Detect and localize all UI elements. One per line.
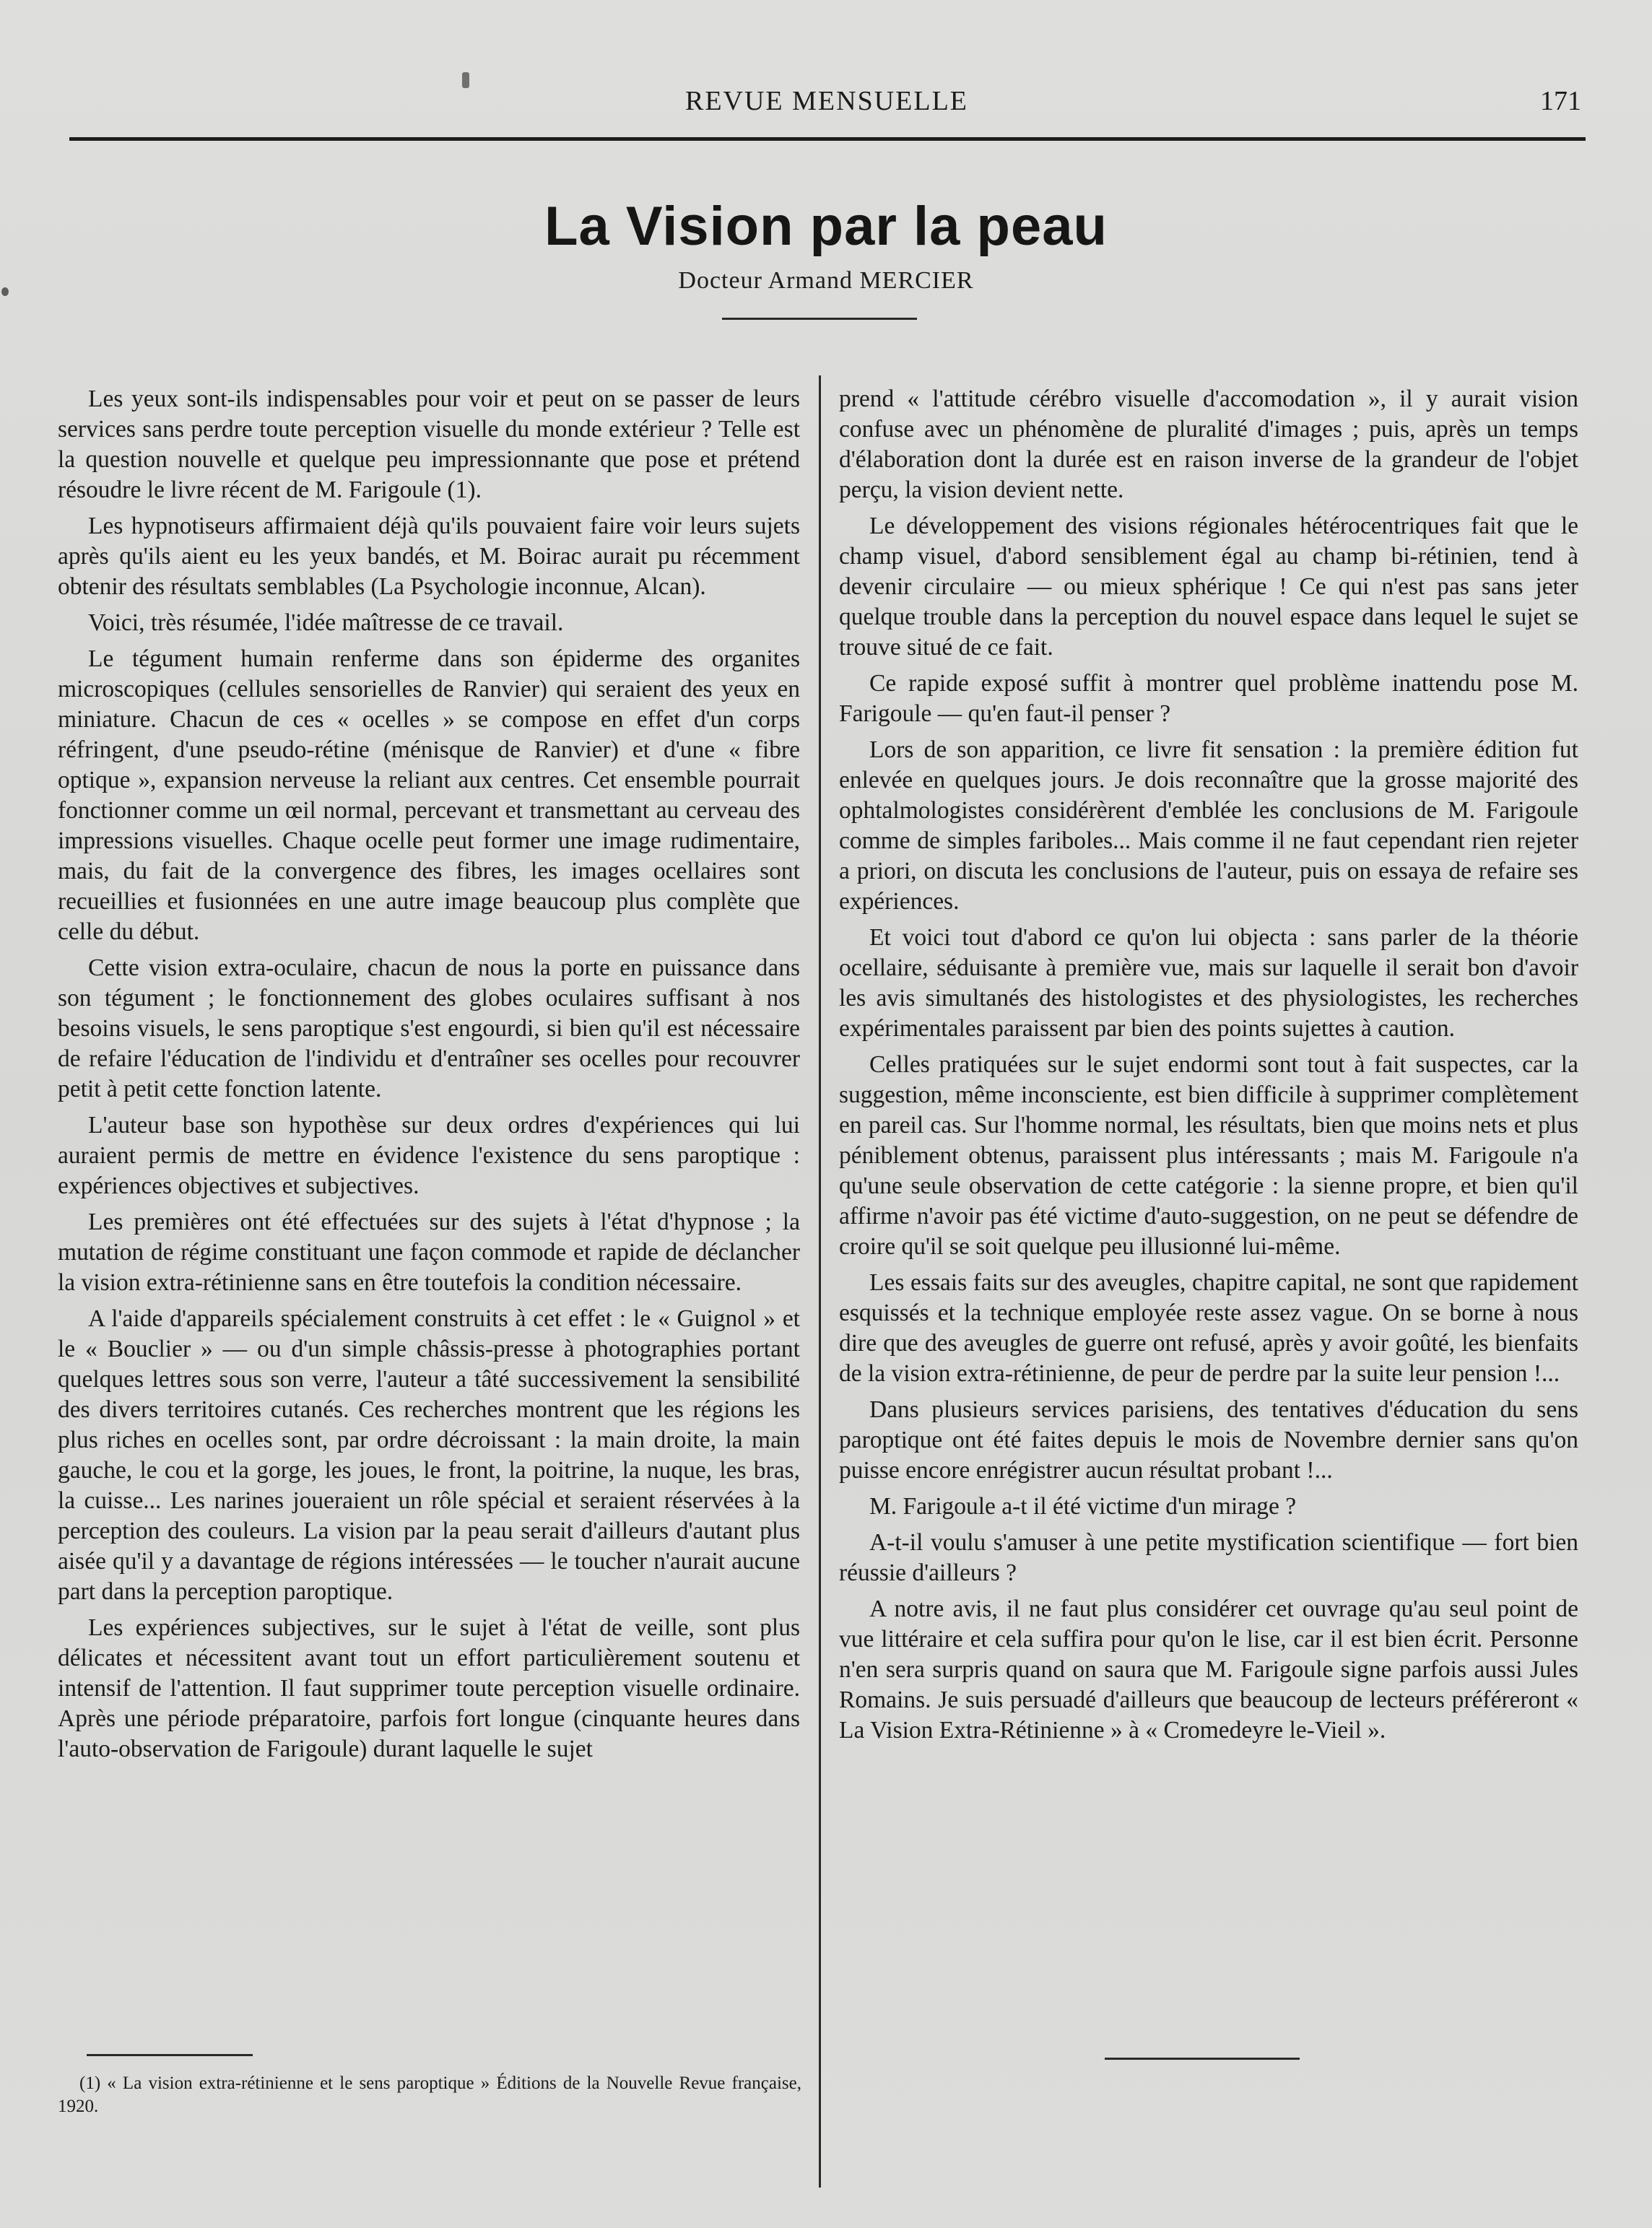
paragraph: Cette vision extra-oculaire, chacun de nous la porte en puissance dans son tégument ; le fonctionnement des globes oculaires suffisant à nos besoins visuels, le sens paroptique s'est engourdi, si bien qu'il est nécessaire de refaire l'éducation de l'individu et d'entraîner ses ocelles pour recouvrer petit à petit cette fonction latente. (58, 954, 800, 1102)
paragraph: L'auteur base son hypothèse sur deux ordres d'expériences qui lui auraient permis de mettre en évidence l'existence du sens paroptique : expériences objectives et subjectives. (58, 1112, 800, 1199)
paragraph: Ce rapide exposé suffit à montrer quel problème inattendu pose M. Farigoule — qu'en faut-il penser ? (839, 670, 1578, 727)
title-rule (722, 318, 917, 320)
page-number: 171 (1540, 86, 1581, 116)
paragraph: M. Farigoule a-t il été victime d'un mirage ? (869, 1493, 1297, 1520)
paragraph: A-t-il voulu s'amuser à une petite mystification scientifique — fort bien réussie d'ailleurs ? (839, 1529, 1578, 1586)
paragraph: Les expériences subjectives, sur le sujet à l'état de veille, sont plus délicates et nécessitent avant tout un effort particulièrement soutenu et intensif de l'attention. Il faut supprimer toute perception visuelle ordinaire. Après une période préparatoire, parfois fort longue (cinquante heures dans l'auto-observation de Farigoule) durant laquelle le sujet (58, 1614, 800, 1762)
paragraph-continued: prend « l'attitude cérébro visuelle d'accomodation », il y aurait vision confuse avec un phénomène de pluralité d'images ; puis, après un temps d'élaboration dont la durée est en raison inverse de la grandeur de l'objet perçu, la vision devient nette. (839, 386, 1578, 503)
footnote (58, 2072, 801, 2118)
paragraph: Les essais faits sur des aveugles, chapitre capital, ne sont que rapidement esquissés et la technique employée reste assez vague. On se borne à nous dire que des aveugles de guerre ont refusé, après y avoir goûté, les bienfaits de la vision extra-rétinienne, de peur de perdre par la suite leur pension !... (839, 1269, 1578, 1387)
end-rule (1105, 2058, 1300, 2060)
paragraph: Voici, très résumée, l'idée maîtresse de ce travail. (88, 609, 564, 636)
right-column (839, 384, 1578, 1746)
paragraph: Les hypnotiseurs affirmaient déjà qu'ils pouvaient faire voir leurs sujets après qu'ils aient eu les yeux bandés, et M. Boirac aurait pu récemment obtenir des résultats semblables (La Psychologie inconnue, Alcan). (58, 513, 800, 600)
paragraph: Dans plusieurs services parisiens, des tentatives d'éducation du sens paroptique ont été faites depuis le mois de Novembre dernier sans qu'on puisse encore enrégistrer aucun résultat probant !... (839, 1396, 1578, 1484)
footnote-rule (87, 2054, 253, 2056)
paragraph: Le développement des visions régionales hétérocentriques fait que le champ visuel, d'abord sensiblement égal au champ bi-rétinien, tend à devenir circulaire — ou mieux sphérique ! Ce qui n'est pas sans jeter quelque trouble dans la perception du nouvel espace dans lequel le sujet se trouve situé de ce fait. (839, 513, 1578, 661)
paragraph: Et voici tout d'abord ce qu'on lui objecta : sans parler de la théorie ocellaire, séduisante à première vue, mais sur laquelle il serait bon d'avoir les avis simultanés des histologistes et des physiologistes, les recherches expérimentales paraissent par bien des points sujettes à caution. (839, 924, 1578, 1042)
paragraph: Les premières ont été effectuées sur des sujets à l'état d'hypnose ; la mutation de régime constituant une façon commode et rapide de déclancher la vision extra-rétinienne sans en être toutefois la condition nécessaire. (58, 1209, 800, 1296)
author-byline: Docteur Armand MERCIER (678, 267, 974, 294)
paragraph: Lors de son apparition, ce livre fit sensation : la première édition fut enlevée en quelques jours. Je dois reconnaître que la grosse majorité des ophtalmologistes considérèrent d'emblée les conclusions de M. Farigoule comme de simples fariboles... Mais comme il ne faut cependant rien rejeter a priori, on discuta les conclusions de l'auteur, puis on essaya de refaire ses expériences. (839, 736, 1578, 915)
paragraph: A notre avis, il ne faut plus considérer cet ouvrage qu'au seul point de vue littéraire et cela suffira pour qu'on le lise, car il est bien écrit. Personne n'en sera surpris quand on saura que M. Farigoule signe parfois aussi Jules Romains. Je suis persuadé d'ailleurs que beaucoup de lecteurs préféreront « La Vision Extra-Rétinienne » à « Cromedeyre le-Vieil ». (839, 1596, 1578, 1744)
running-title: REVUE MENSUELLE (684, 86, 969, 116)
paragraph: A l'aide d'appareils spécialement construits à cet effet : le « Guignol » et le « Bouclier » — ou d'un simple châssis-presse à photographies portant quelques lettres sous son verre, l'auteur a tâté successivement la sensibilité des divers territoires cutanés. Ces recherches montrent que les régions les plus riches en ocelles sont, par ordre décroissant : la main droite, la main gauche, le cou et la gorge, les joues, le front, la poitrine, la nuque, les bras, la cuisse... Les narines joueraient un rôle spécial et seraient réservées à la perception des couleurs. La vision par la peau serait d'ailleurs d'autant plus aisée qu'il y a davantage de régions intéressées — le toucher n'aurait aucune part dans la perception paroptique. (58, 1305, 800, 1605)
column-divider (819, 375, 821, 2188)
paragraph: Celles pratiquées sur le sujet endormi sont tout à fait suspectes, car la suggestion, même inconsciente, est bien difficile à supprimer complètement en pareil cas. Sur l'homme normal, les résultats, bien que moins nets et plus péniblement obtenus, paraissent plus intéressants ; mais M. Farigoule n'a qu'une seule observation de cette catégorie : la sienne propre, et bien qu'il affirme n'avoir pas été victime d'auto-suggestion, on ne peut se défendre de croire qu'il se soit quelque peu illusionné lui-même. (839, 1051, 1578, 1260)
running-head (72, 81, 1581, 124)
paragraph: Le tégument humain renferme dans son épiderme des organites microscopiques (cellules sensorielles de Ranvier) qui seraient des yeux en miniature. Chacun de ces « ocelles » se compose en effet d'un corps réfringent, d'une pseudo-rétine (ménisque de Ranvier) et d'une « fibre optique », expansion nerveuse la reliant aux centres. Cet ensemble pourrait fonctionner comme un œil normal, percevant et transmettant au cerveau des impressions visuelles. Chaque ocelle peut former une image rudimentaire, mais, du fait de la convergence des fibres, les images ocellaires sont recueillies et fusionnées en une autre image beaucoup plus complète que celle du début. (58, 645, 800, 945)
left-column (58, 384, 800, 1764)
footnote-text: (1) « La vision extra-rétinienne et le sens paroptique » Éditions de la Nouvelle Revue française, 1920. (58, 2073, 801, 2116)
header-rule (69, 137, 1586, 141)
article-title: La Vision par la peau (544, 196, 1108, 257)
paragraph: Les yeux sont-ils indispensables pour voir et peut on se passer de leurs services sans perdre toute perception visuelle du monde extérieur ? Telle est la question nouvelle et quelque peu impressionnante que pose et prétend résoudre le livre récent de M. Farigoule (1). (58, 386, 800, 503)
